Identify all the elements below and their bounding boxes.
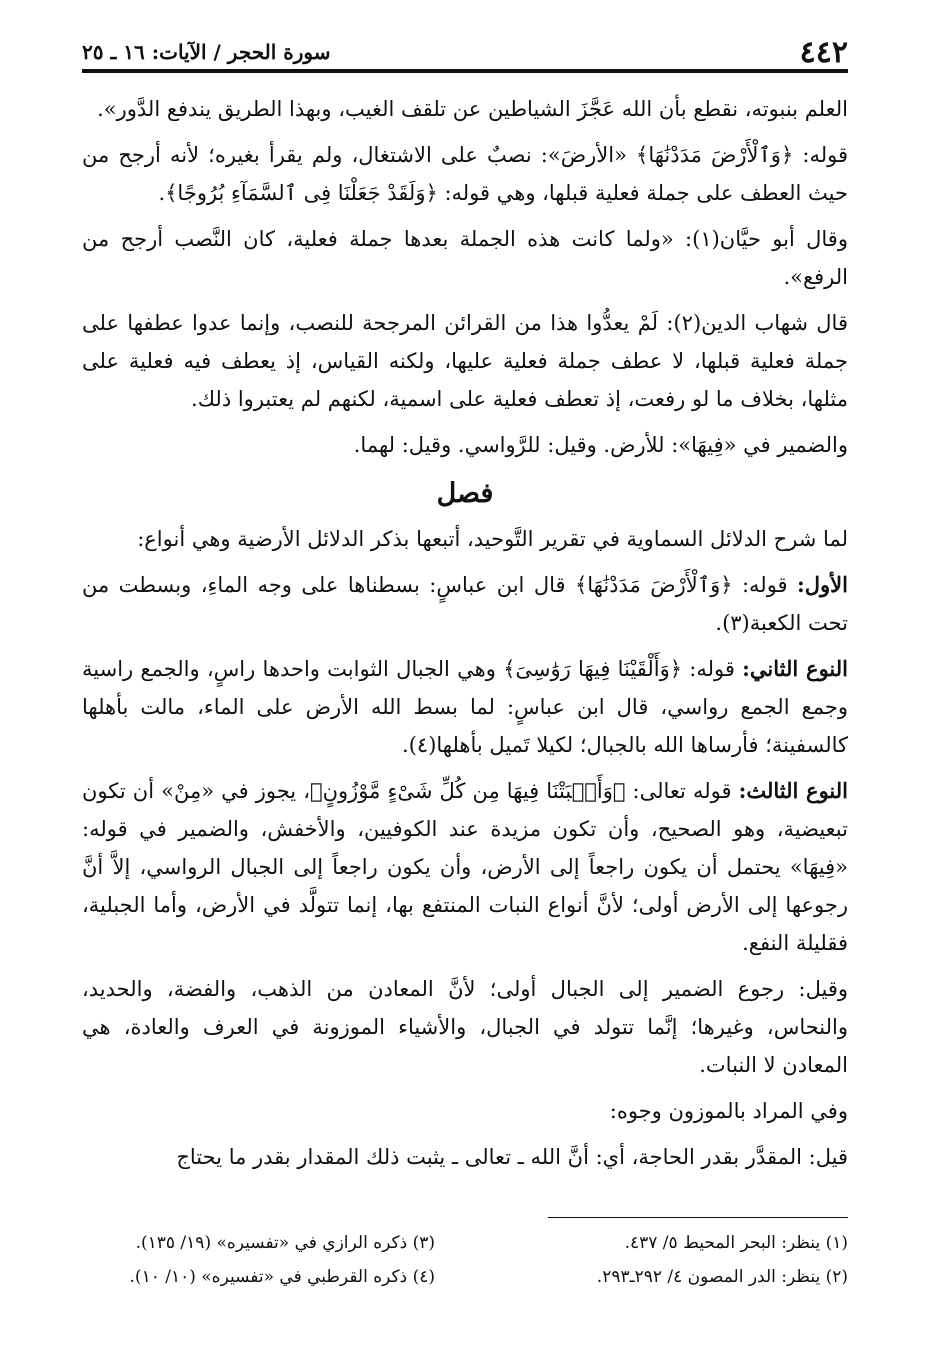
- paragraph: وفي المراد بالموزون وجوه:: [609, 1099, 848, 1123]
- paragraph: وقيل: رجوع الضمير إلى الجبال أولى؛ لأنَّ المعادن من الذهب، والفضة، والحديد، والنحاس، وغيرها؛ إنَّما تتولد في الجبال، والأشياء الموزونة في العرف والعادة، هي المعادن لا النبات.: [82, 977, 848, 1077]
- paragraph-lead: النوع الثاني:: [742, 656, 848, 681]
- page-number: ٤٤٢: [799, 35, 848, 70]
- paragraph-text: قوله: ﴿وَأَلْقَيْنَا فِيهَا رَوَٰسِىَ﴾ وهي الجبال الثوابت واحدها راسٍ، والجمع راسية وجمع الجمع رواسي، قال ابن عباسٍ: لما بسط الله الأرض على الماء، مالت بأهلها كالسفينة؛ فأرساها الله بالجبال؛ لكيلا تَميل بأهلها(٤).: [82, 657, 848, 757]
- section-heading: فصل: [436, 478, 494, 509]
- footnote-rule: [548, 1217, 848, 1218]
- footnote: (٣) ذكره الرازي في «تفسيره» (١٩/ ١٣٥).: [135, 1233, 435, 1253]
- footnote: (٢) ينظر: الدر المصون ٤/ ٢٩٢ـ٢٩٣.: [596, 1267, 848, 1287]
- paragraph: [82, 650, 848, 764]
- main-text: [82, 90, 848, 1184]
- paragraph: قيل: المقدَّر بقدر الحاجة، أي: أنَّ الله ـ تعالى ـ يثبت ذلك المقدار بقدر ما يحتاج: [176, 1145, 848, 1169]
- paragraph: العلم بنبوته، نقطع بأن الله عَجَّزَ الشياطين عن تلقف الغيب، وبهذا الطريق يندفع الدَّور».: [97, 97, 848, 121]
- paragraph-text: قوله: ﴿وَٱلْأَرْضَ مَدَدْنَٰهَا﴾ قال ابن عباسٍ: بسطناها على وجه الماءِ، وبسطت من تحت الكعبة(٣).: [82, 573, 848, 635]
- paragraph-lead: النوع الثالث:: [738, 778, 848, 803]
- paragraph: قال شهاب الدين(٢): لَمْ يعدُّوا هذا من القرائن المرجحة للنصب، وإنما عدوا عطفها على جملة فعلية قبلها، لا عطف جملة فعلية عليها، ولكنه القياس، إذ يعطف فيه فعلية على مثلها، بخلاف ما لو رفعت، إذ تعطف فعلية على اسمية، لكنهم لم يعتبروا ذلك.: [82, 311, 848, 411]
- paragraph: والضمير في «فِيهَا»: للأرض. وقيل: للرَّواسي. وقيل: لهما.: [353, 433, 848, 457]
- footnote: (٤) ذكره القرطبي في «تفسيره» (١٠/ ١٠).: [129, 1267, 435, 1287]
- header-rule: [82, 69, 848, 73]
- paragraph-lead: الأول:: [797, 572, 848, 597]
- paragraph: وقال أبو حيَّان(١): «ولما كانت هذه الجملة بعدها جملة فعلية، كان النَّصب أرجح من الرفع».: [82, 227, 848, 289]
- footnotes: [82, 1228, 848, 1292]
- paragraph: [82, 566, 848, 642]
- paragraph: [82, 772, 848, 962]
- page-header: [82, 28, 848, 70]
- paragraph-text: قوله تعالى: ﴿وَأَنۢبَتْنَا فِيهَا مِن كُلِّ شَىْءٍ مَّوْزُونٍ﴾، يجوز في «مِنْ» أن تكون تبعيضية، وهو الصحيح، وأن تكون مزيدة عند الكوفيين، والأخفش، والضمير في قوله: «فِيهَا» يحتمل أن يكون راجعاً إلى الأرض، وأن يكون راجعاً إلى الجبال الرواسي، إلاَّ أنَّ رجوعها إلى الأرض أولى؛ لأنَّ أنواع النبات المنتفع بها، إنما تتولَّد في الأرض، وأما الجبلية، فقليلة النفع.: [82, 779, 848, 955]
- running-title: سورة الحجر / الآيات: ١٦ ـ ٢٥: [82, 40, 331, 64]
- paragraph: لما شرح الدلائل السماوية في تقرير التَّوحيد، أتبعها بذكر الدلائل الأرضية وهي أنواع:: [137, 527, 848, 551]
- paragraph: قوله: ﴿وَٱلْأَرْضَ مَدَدْنَٰهَا﴾ «الأرضَ»: نصبٌ على الاشتغال، ولم يقرأ بغيره؛ لأنه أرجح من حيث العطف على جملة فعلية قبلها، وهي قوله: ﴿وَلَقَدْ جَعَلْنَا فِى ٱلسَّمَآءِ بُرُوجًا﴾.: [82, 143, 848, 205]
- footnote: (١) ينظر: البحر المحيط ٥/ ٤٣٧.: [624, 1233, 848, 1253]
